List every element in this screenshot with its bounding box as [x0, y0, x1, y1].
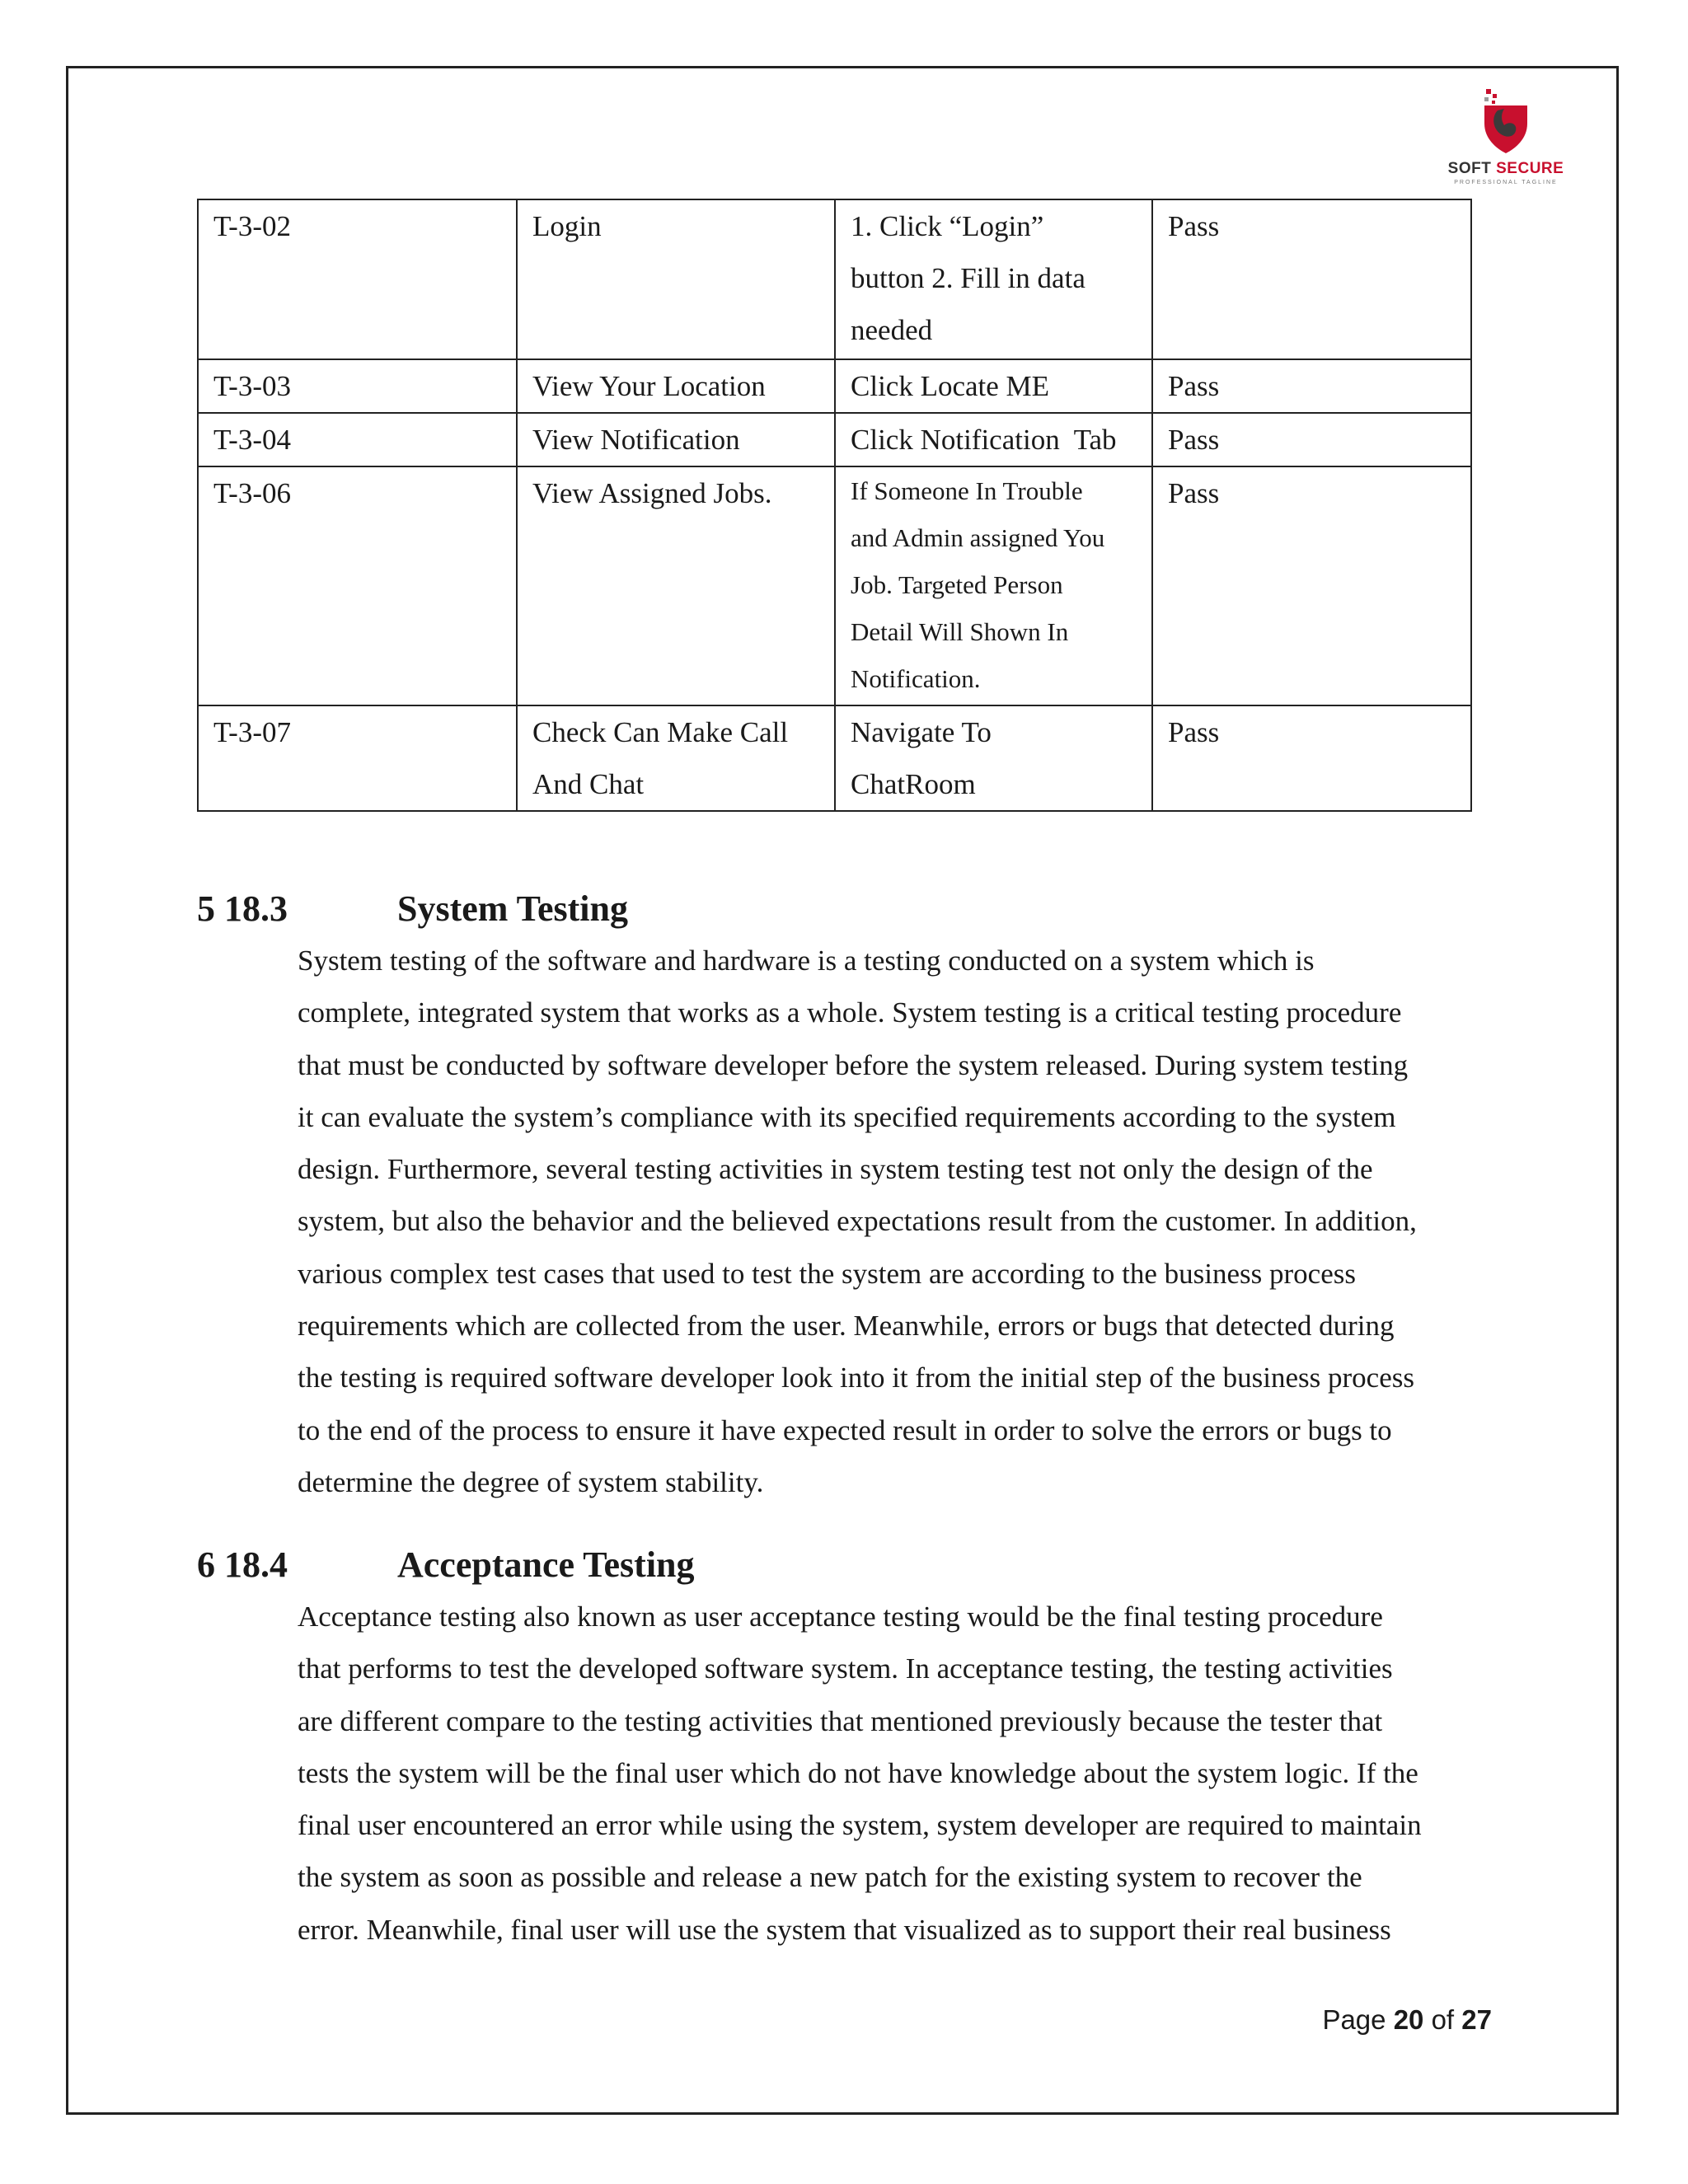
- section-paragraph: [298, 935, 1484, 1508]
- steps-cell: Click Notification Tab: [835, 413, 1152, 466]
- test-id-cell: T-3-06: [198, 466, 517, 705]
- paragraph-line: System testing of the software and hardware is a testing conducted on a system which is: [298, 944, 1315, 977]
- feature-cell: View Your Location: [517, 359, 835, 413]
- paragraph-line: Acceptance testing also known as user acceptance testing would be the final testing procedure: [298, 1601, 1383, 1633]
- paragraph-line: various complex test cases that used to test the system are according to the business process: [298, 1257, 1356, 1290]
- section-heading: [197, 888, 628, 930]
- paragraph-line: that must be conducted by software developer before the system released. During system testing: [298, 1048, 1409, 1081]
- steps-cell: 1. Click “Login” button 2. Fill in data needed: [835, 199, 1152, 359]
- paragraph-line: are different compare to the testing activities that mentioned previously because the tester that: [298, 1704, 1383, 1737]
- feature-cell: Login: [517, 199, 835, 359]
- paragraph-line: that performs to test the developed software system. In acceptance testing, the testing activities: [298, 1652, 1393, 1685]
- paragraph-line: determine the degree of system stability.: [298, 1465, 764, 1498]
- test-id-cell: T-3-04: [198, 413, 517, 466]
- feature-cell: Check Can Make Call And Chat: [517, 705, 835, 811]
- result-cell: Pass: [1152, 199, 1471, 359]
- page-number-footer: Page 20 of 27: [1322, 2004, 1492, 2035]
- company-logo: [1432, 87, 1580, 194]
- result-cell: Pass: [1152, 466, 1471, 705]
- paragraph-line: final user encountered an error while using the system, system developer are required to maintain: [298, 1809, 1422, 1842]
- steps-cell: If Someone In Trouble and Admin assigned You Job. Targeted Person Detail Will Shown In Notification.: [835, 466, 1152, 705]
- result-cell: Pass: [1152, 413, 1471, 466]
- paragraph-line: the system as soon as possible and release a new patch for the existing system to recover the: [298, 1861, 1362, 1894]
- paragraph-line: design. Furthermore, several testing activities in system testing test not only the design of the: [298, 1153, 1373, 1186]
- paragraph-line: complete, integrated system that works as a whole. System testing is a critical testing procedure: [298, 996, 1402, 1029]
- section-heading: [197, 1544, 695, 1586]
- paragraph-line: to the end of the process to ensure it have expected result in order to solve the errors or bugs to: [298, 1413, 1392, 1446]
- test-cases-table: [197, 199, 1472, 812]
- test-id-cell: T-3-02: [198, 199, 517, 359]
- section-title: Acceptance Testing: [397, 1544, 695, 1585]
- logo-tagline: PROFESSIONAL TAGLINE: [1454, 180, 1558, 185]
- paragraph-line: it can evaluate the system’s compliance with its specified requirements according to the system: [298, 1100, 1396, 1133]
- paragraph-line: the testing is required software developer look into it from the initial step of the business process: [298, 1361, 1414, 1394]
- shield-logo-icon: [1479, 87, 1532, 157]
- table-row: [198, 359, 1471, 413]
- paragraph-line: requirements which are collected from the user. Meanwhile, errors or bugs that detected during: [298, 1310, 1395, 1343]
- test-id-cell: T-3-03: [198, 359, 517, 413]
- paragraph-line: error. Meanwhile, final user will use the system that visualized as to support their real business: [298, 1913, 1391, 1946]
- paragraph-line: system, but also the behavior and the believed expectations result from the customer. In addition,: [298, 1205, 1417, 1238]
- section-paragraph: [298, 1591, 1484, 1956]
- paragraph-line: tests the system will be the final user which do not have knowledge about the system logic. If the: [298, 1756, 1418, 1789]
- table-row: [198, 705, 1471, 811]
- table-row: [198, 413, 1471, 466]
- section-number: 6 18.4: [197, 1544, 288, 1585]
- table-row: [198, 199, 1471, 359]
- result-cell: Pass: [1152, 705, 1471, 811]
- result-cell: Pass: [1152, 359, 1471, 413]
- feature-cell: View Notification: [517, 413, 835, 466]
- test-id-cell: T-3-07: [198, 705, 517, 811]
- feature-cell: View Assigned Jobs.: [517, 466, 835, 705]
- steps-cell: Click Locate ME: [835, 359, 1152, 413]
- section-title: System Testing: [397, 888, 628, 929]
- logo-brand-name: SOFT SECURE: [1447, 160, 1564, 177]
- steps-cell: Navigate To ChatRoom: [835, 705, 1152, 811]
- table-row: [198, 466, 1471, 705]
- section-number: 5 18.3: [197, 888, 288, 929]
